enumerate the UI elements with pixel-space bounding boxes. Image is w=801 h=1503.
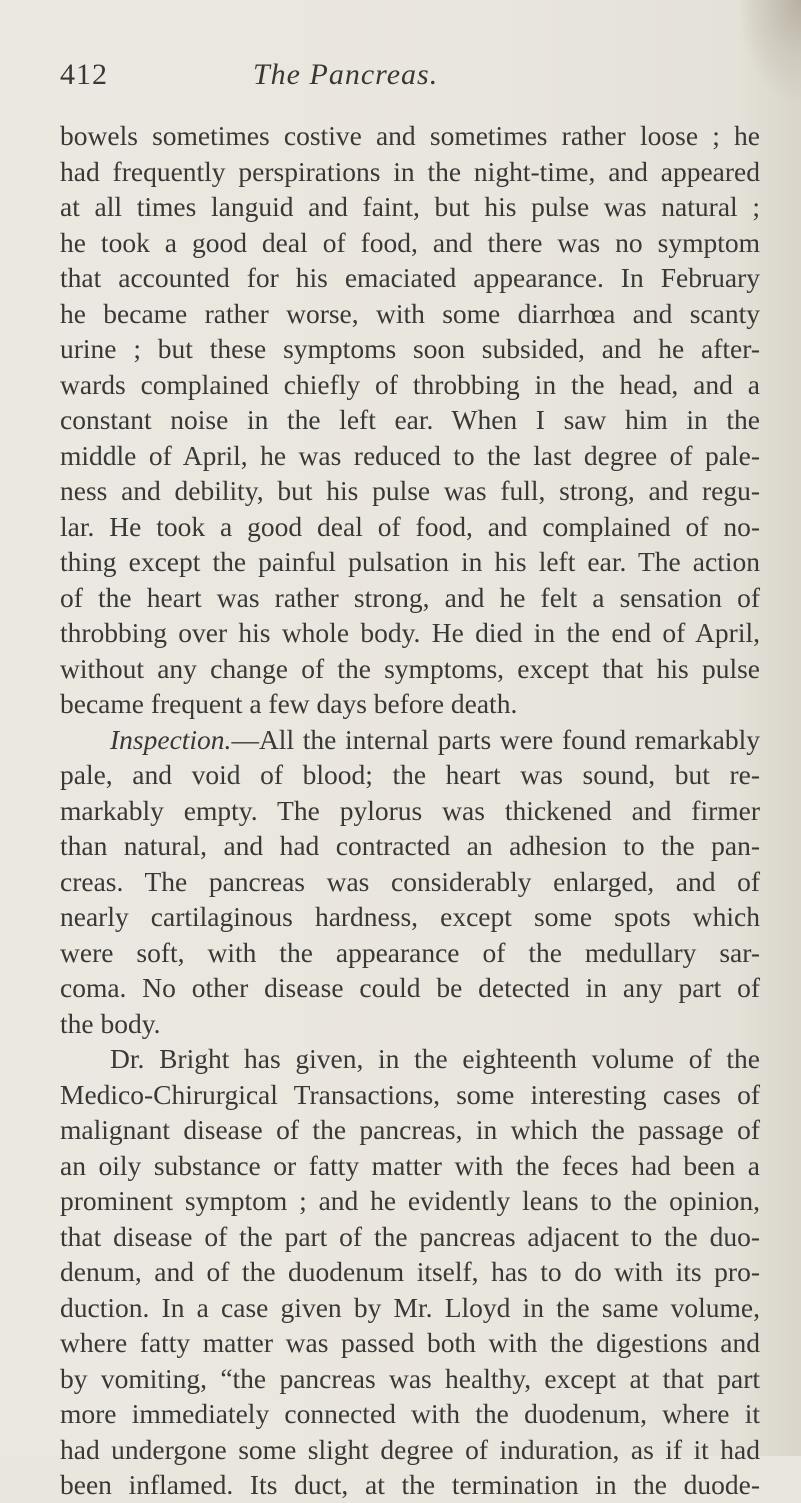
- text-line: had undergone some slight degree of induration, as if it had: [60, 1433, 760, 1465]
- text-line: Dr. Bright has given, in the eighteenth volume of the: [110, 1043, 760, 1074]
- running-head: [60, 58, 760, 98]
- text-line: coma. No other disease could be detected in any part of: [60, 972, 760, 1003]
- text-line: an oily substance or fatty matter with the feces had been a: [60, 1149, 760, 1181]
- text-line: had frequently perspirations in the night-time, and appeared: [60, 155, 760, 187]
- text-line: of the heart was rather strong, and he felt a sensation of: [60, 581, 760, 613]
- text-line: been inflamed. Its duct, at the termination in the duode-: [60, 1469, 760, 1500]
- text-line: by vomiting, “the pancreas was healthy, except at that part: [60, 1362, 760, 1394]
- text-line: without any change of the symptoms, except that his pulse: [60, 652, 760, 684]
- text-line: the body.: [60, 1007, 161, 1039]
- inspection-heading: Inspection.: [110, 723, 232, 755]
- text-line: [60, 722, 760, 758]
- text-line: markably empty. The pylorus was thickened and firmer: [60, 794, 760, 826]
- text-line: middle of April, he was reduced to the last degree of pale-: [60, 439, 760, 471]
- running-title: The Pancreas.: [253, 58, 439, 91]
- inspection-text: —All the internal parts were found remarkably: [231, 723, 760, 755]
- text-line: malignant disease of the pancreas, in which the passage of: [60, 1114, 760, 1145]
- text-line: at all times languid and faint, but his pulse was natural ;: [60, 191, 760, 222]
- text-line: he took a good deal of food, and there was no symptom: [60, 226, 760, 258]
- text-line: Medico-Chirurgical Transactions, some interesting cases of: [60, 1078, 760, 1110]
- text-line: than natural, and had contracted an adhesion to the pan-: [60, 830, 760, 861]
- text-line: bowels sometimes costive and sometimes rather loose ; he: [60, 120, 760, 151]
- text-line: thing except the painful pulsation in his left ear. The action: [60, 546, 760, 577]
- text-line: ness and debility, but his pulse was full, strong, and regu-: [60, 475, 760, 506]
- text-line: where fatty matter was passed both with the digestions and: [60, 1327, 760, 1358]
- text-line: urine ; but these symptoms soon subsided, and he after-: [60, 333, 760, 364]
- text-line: more immediately connected with the duodenum, where it: [60, 1398, 760, 1429]
- body-text: [60, 118, 760, 1503]
- text-line: constant noise in the left ear. When I saw him in the: [60, 404, 760, 435]
- text-line: became frequent a few days before death.: [60, 688, 518, 719]
- text-line: creas. The pancreas was considerably enlarged, and of: [60, 865, 760, 897]
- text-line: throbbing over his whole body. He died in the end of April,: [60, 617, 760, 648]
- text-line: lar. He took a good deal of food, and complained of no-: [60, 510, 760, 542]
- page-number: 412: [60, 58, 108, 91]
- text-line: nearly cartilaginous hardness, except some spots which: [60, 901, 760, 932]
- text-line: pale, and void of blood; the heart was sound, but re-: [60, 759, 760, 790]
- text-line: denum, and of the duodenum itself, has to do with its pro-: [60, 1256, 760, 1287]
- text-line: wards complained chiefly of throbbing in the head, and a: [60, 368, 760, 400]
- text-line: that disease of the part of the pancreas adjacent to the duo-: [60, 1220, 760, 1252]
- text-line: prominent symptom ; and he evidently leans to the opinion,: [60, 1185, 760, 1216]
- text-line: duction. In a case given by Mr. Lloyd in the same volume,: [60, 1291, 760, 1323]
- text-line: he became rather worse, with some diarrhœa and scanty: [60, 297, 760, 329]
- text-line: were soft, with the appearance of the medullary sar-: [60, 936, 760, 968]
- text-line: that accounted for his emaciated appearance. In February: [60, 262, 760, 293]
